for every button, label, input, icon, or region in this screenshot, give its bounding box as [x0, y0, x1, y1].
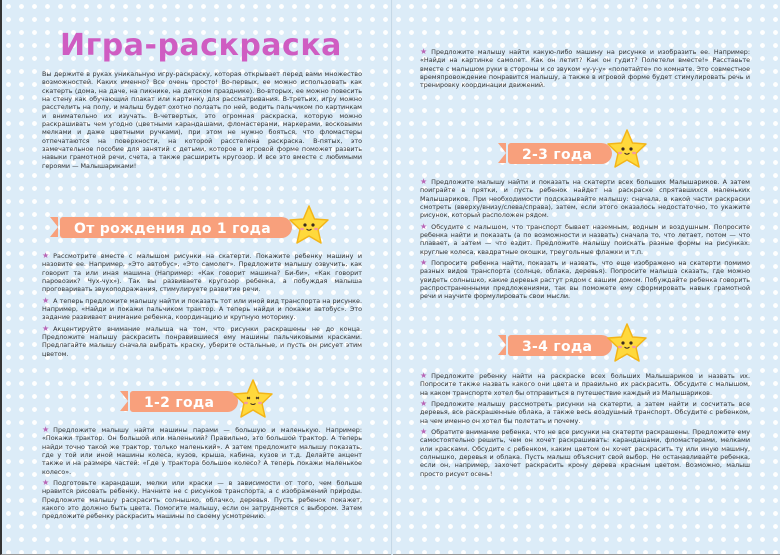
paragraph: ★ Рассмотрите вместе с малышом рисунки на скатерти. Покажите ребенку машину и назовите ее. Например, «Это автобус», «Это самолет». Предложите малышу озвучить, как говорит та или иная машина (Например: «Как говорит машина? Би-би», «Как говорит паровозик? Чух-чух»). Так вы развиваете кругозор ребенка, а побуждая малыша проговаривать звукоподражания, стимулируете развитие речи.	[42, 251, 362, 294]
section-text-3-4	[420, 372, 750, 481]
section-heading: 3-4 года	[522, 339, 593, 355]
paragraph: ★ Предложите малышу найти машины парами — большую и маленькую. Например: «Покажи трактор. Он большой или маленький? Правильно, это большой трактор. А теперь найди точно такой же трактор, только маленький». А затем предложите малышу показать, где у той или иной машины колеса, кузов, крыша, кабина, кузов и т.д. Делайте акцент также и на размере частей: «Где у трактора большое колесо? А теперь покажи маленькое колесо».	[42, 425, 362, 476]
star-bullet-icon: ★	[420, 427, 428, 437]
star-bullet-icon: ★	[420, 221, 428, 231]
star-bullet-icon: ★	[42, 478, 50, 488]
smiling-star-icon	[605, 322, 649, 364]
section-heading: 1-2 года	[144, 395, 215, 411]
ribbon-tail	[498, 143, 506, 163]
section-heading: 2-3 года	[522, 147, 593, 163]
star-bullet-icon: ★	[420, 47, 428, 56]
intro-text	[42, 70, 362, 173]
page-spine	[391, 0, 393, 555]
star-bullet-icon: ★	[42, 323, 50, 333]
ribbon-tail	[120, 391, 128, 411]
section-heading: От рождения до 1 года	[74, 221, 272, 237]
page-title: Игра-раскраска	[60, 28, 342, 63]
paragraph: ★ Подготовьте карандаши, мелки или краски — в зависимости от того, чем больше нравится рисовать ребенку. Начните не с рисунков транспорта, а с изображений природы. Предложите малышу раскрасить солнышко, облачко, деревья. Пусть ребенок покажет, какого это должно быть цвета. Помогите малышу, если он затрудняется с выбором. Затем предложите ребенку раскрасить машины по своему усмотрению.	[42, 478, 362, 521]
star-bullet-icon: ★	[420, 371, 428, 380]
paragraph: ★ Предложите малышу рассмотреть рисунки на скатерти, а затем найти и сосчитать все деревья, все раскрашенные облака, а также весь воздушный транспорт. Обсудите с ребенком, на чем именно он хотел бы полетать и почему.	[420, 399, 750, 425]
star-bullet-icon: ★	[42, 295, 50, 305]
section-banner-0-1	[60, 217, 292, 238]
paragraph: ★ А теперь предложите малышу найти и показать тот или иной вид транспорта на рисунке. Например, «Найди и покажи пальчиком трактор. А теперь найди и покажи автобус». Это задание развивает внимание ребенка, координацию и крупную моторику.	[42, 295, 362, 322]
star-bullet-icon: ★	[420, 258, 428, 268]
paragraph: ★ Акцентируйте внимание малыша на том, что рисунки раскрашены не до конца. Предложите малышу раскрасить понравившиеся ему машины пальчиковыми красками. Предлагайте малышу сначала выбрать краску, уберите остальные, и пусть он рисует этим цветом.	[42, 323, 362, 358]
star-bullet-icon: ★	[42, 251, 50, 260]
star-bullet-icon: ★	[420, 177, 428, 186]
ribbon-tail	[50, 217, 58, 237]
ribbon-tail	[498, 335, 506, 355]
smiling-star-icon	[287, 204, 331, 246]
paragraph: ★ Попросите ребенка найти, показать и назвать, что еще изображено на скатерти помимо разных видов транспорта (солнце, облака, деревья). Попросите малыша сказать, где можно увидеть солнышко, какие деревья растут рядом с вашим домом. Побуждайте ребенка говорить распространенными предложениями, так вы поможете ему сформировать навык грамотной речи и научите формулировать свои мысли.	[420, 258, 750, 301]
section-text-2-3	[420, 178, 750, 304]
section-text-1-2	[42, 426, 362, 521]
section-banner-2-3	[508, 143, 612, 164]
paragraph: ★ Предложите малышу найти и показать на скатерти всех больших Малышариков. А затем поиграйте в прятки, и пусть ребенок найдет на раскраске спрятавшихся маленьких Малышариков. При необходимости подсказывайте малышу: сначала, в какой части раскраски смотреть (вверху/внизу/слева/справа), затем, если этого оказалось недостаточно, то укажите рисунок, который расположен рядом.	[420, 177, 750, 220]
paragraph: ★ Обсудите с малышом, что транспорт бывает наземным, водным и воздушным. Попросите ребенка найти и показать (а по возможности и назвать) сначала то, что летает, потом — что плавает, а затем — что ездит. Предложите малышу поискать разные формы на рисунках: круглые колеса, квадратные окошки, треугольные флажки и т.п.	[420, 221, 750, 256]
smiling-star-icon	[231, 378, 275, 420]
paragraph: ★ Предложите малышу найти какую-либо машину на рисунке и изобразить ее. Например: «Найди на картинке самолет. Как он летит? Как он гудит? Полетели вместе!» Расставьте вместе с малышом руки в стороны и со звуком «у-у-у» «полетайте» по комнате. Это совместное времяпровождение понравится малышу, а также в игровой форме будет стимулировать речь и тренировку координации движений.	[420, 47, 750, 90]
paragraph: ★ Обратите внимание ребенка, что не все рисунки на скатерти раскрашены. Предложите ему самостоятельно решить, чем он хочет раскрашивать: карандашами, фломастерами, мелками или красками. Обсудите с ребенком, каким цветом он хочет раскрасить ту или иную машину, солнышко, деревья и облака. Пусть малыш объяснит свой выбор. Не останавливайте ребенка, если он, например, захочет раскрасить крону дерева красным цветом. Возможно, малыш просто рисует осень!	[420, 427, 750, 478]
section-text-0-1	[42, 252, 362, 361]
section-banner-3-4	[508, 335, 612, 356]
section-banner-1-2	[130, 391, 238, 412]
paragraph: ★ Предложите ребенку найти на раскраске всех больших Малышариков и назвать их. Попросите также назвать какого они цвета и правильно их раскрасить. Обсудите с малышом, на каком транспорте хотел бы отправиться в путешествие каждый из Малышариков.	[420, 371, 750, 397]
star-bullet-icon: ★	[420, 399, 428, 409]
smiling-star-icon	[605, 128, 649, 170]
section-text-1-2-continued	[420, 48, 750, 93]
intro-paragraph: Вы держите в руках уникальную игру-раскраску, которая открывает перед вами множество возможностей. Каких именно? Все очень просто! Во-первых, ее можно использовать как скатерть (дома, на даче, на пикнике, на детском празднике). Во-вторых, ее можно повесить на стену как обучающий плакат или картинку для рассматривания. В-третьих, игру можно расстелить на полу, и малыш будет охотно ползать по ней, водить пальчиком по картинкам и внимательно их изучать. В-четвертых, это огромная раскраска, которую можно раскрашивать чем угодно (цветными карандашами, фломастерами, маркерами, восковыми мелками и даже цветными ручками), при этом не нужно бояться, что фломастеры отпечатаются на поверхности, на которой расстелена раскраска. В-пятых, это замечательное пособие для занятий с детьми, которое в игровой форме поможет развить навыки грамотной речи, счета, а также расширить кругозор. И все это вместе с любимыми героями — Малышариками!	[42, 70, 362, 170]
star-bullet-icon: ★	[42, 425, 50, 434]
